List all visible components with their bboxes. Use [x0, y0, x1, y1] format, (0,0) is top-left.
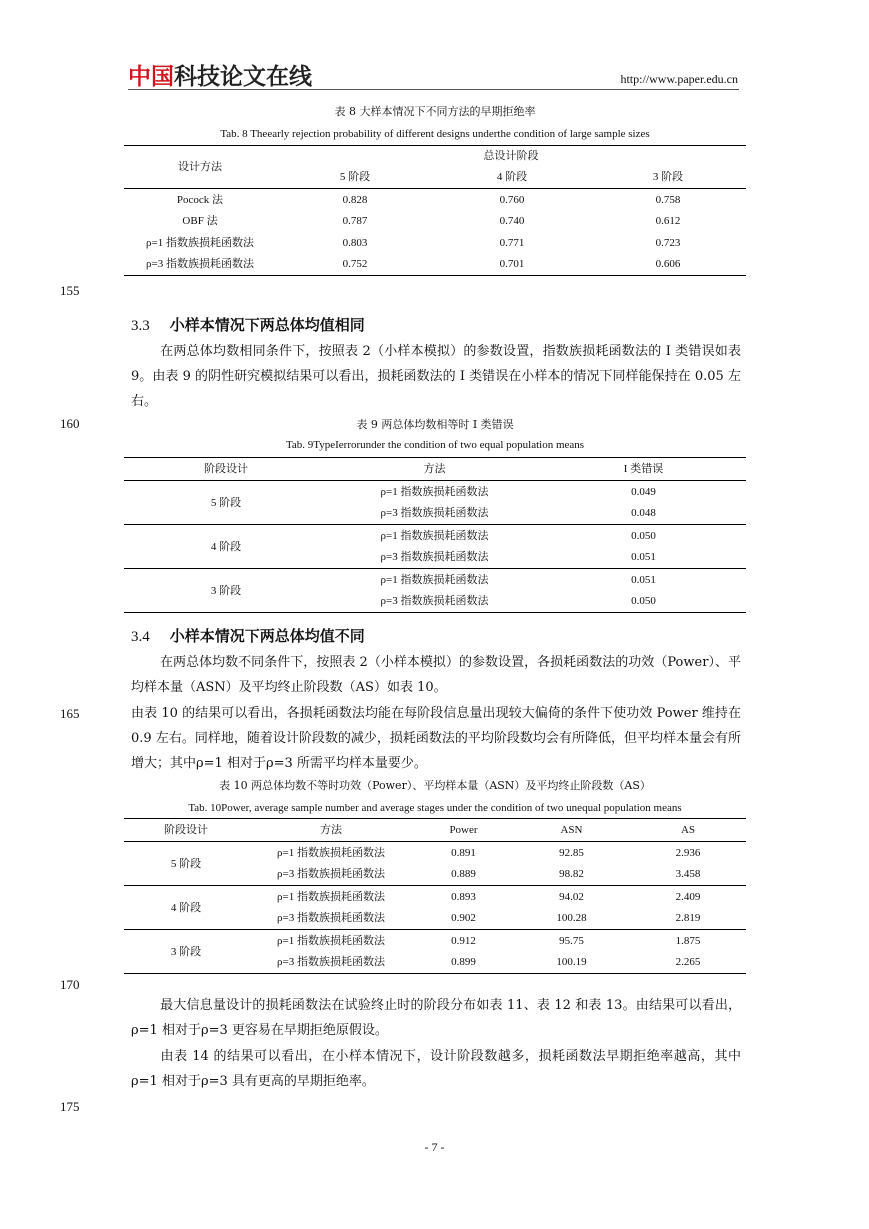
table10 — [124, 818, 746, 974]
table8-header-stage: 3 阶段 — [652, 171, 684, 184]
table10-header: AS — [680, 824, 696, 836]
table8-header-method: 设计方法 — [124, 146, 276, 189]
page-number: - 7 - — [424, 1140, 445, 1154]
value-cell: 0.893 — [451, 890, 476, 903]
paragraph — [131, 1044, 741, 1094]
table-row — [124, 569, 746, 591]
table8 — [124, 145, 746, 276]
table-row — [124, 930, 746, 952]
paragraph-text: 在两总体均数不同条件下，按照表 2（小样本模拟）的参数设置，各损耗函数法的功效（Power）、平均样本量（ASN）及平均终止阶段数（AS）如表 10。 — [131, 655, 741, 695]
method-cell: ρ=1 指数族损耗函数法 — [380, 485, 489, 498]
logo-red-text: 中国 — [128, 64, 174, 90]
table9-caption-cn: 表 9 两总体均数相等时 I 类错误 — [356, 418, 514, 431]
method-cell: ρ=1 指数族损耗函数法 — [277, 934, 385, 947]
value-cell: 0.899 — [451, 956, 476, 969]
value-cell: 2.936 — [675, 846, 701, 859]
table-row — [124, 211, 746, 232]
stage-cell: 3 阶段 — [124, 569, 328, 613]
method-cell: ρ=1 指数族损耗函数法 — [380, 573, 489, 586]
value-cell: 3.458 — [675, 868, 701, 881]
table-row — [124, 525, 746, 547]
value-cell: 0.902 — [451, 912, 476, 925]
stage-cell: 4 阶段 — [124, 886, 248, 930]
value-cell: 100.19 — [556, 956, 587, 969]
table8-caption-en: Tab. 8 Theearly rejection probability of different designs underthe condition of large sample sizes — [220, 128, 650, 140]
section-number: 3.3 — [131, 318, 150, 334]
paragraph — [131, 993, 741, 1043]
stage-cell: 5 阶段 — [124, 481, 328, 525]
line-number: 175 — [60, 1099, 80, 1114]
line-number: 155 — [60, 283, 80, 298]
value-cell: 0.051 — [631, 573, 656, 586]
value-cell: 0.049 — [631, 485, 656, 498]
table9-header: I 类错误 — [623, 463, 664, 475]
method-cell: Pocock 法 — [176, 193, 224, 206]
line-number: 160 — [60, 416, 80, 431]
value-cell: 0.051 — [631, 551, 656, 564]
journal-logo — [128, 64, 312, 90]
value-cell: 98.82 — [559, 868, 584, 881]
method-cell: OBF 法 — [182, 215, 218, 227]
value-cell: 2.409 — [675, 890, 701, 903]
method-cell: ρ=3 指数族损耗函数法 — [277, 956, 385, 969]
section-number: 3.4 — [131, 629, 150, 645]
table10-header: ASN — [560, 824, 583, 836]
value-cell: 92.85 — [559, 846, 584, 859]
value-cell: 1.875 — [675, 934, 701, 947]
paragraph — [131, 339, 741, 414]
table-row — [124, 481, 746, 503]
section-title: 小样本情况下两总体均值不同 — [169, 627, 365, 645]
method-cell: ρ=3 指数族损耗函数法 — [277, 868, 385, 881]
method-cell: ρ=1 指数族损耗函数法 — [146, 236, 254, 249]
stage-cell: 3 阶段 — [124, 930, 248, 974]
method-cell: ρ=3 指数族损耗函数法 — [380, 507, 489, 520]
value-cell: 0.050 — [631, 529, 656, 542]
value-cell: 0.050 — [631, 595, 656, 608]
logo-dark-text: 科技论文在线 — [174, 64, 312, 90]
value-cell: 0.760 — [499, 193, 525, 206]
table-row — [124, 886, 746, 908]
stage-cell: 5 阶段 — [124, 842, 248, 886]
value-cell: 0.912 — [451, 934, 476, 947]
table9-header: 方法 — [423, 463, 446, 475]
section-heading-3-4 — [131, 625, 365, 646]
value-cell: 0.828 — [342, 193, 368, 206]
table-row — [124, 842, 746, 864]
table10-caption-en: Tab. 10Power, average sample number and average stages under the condition of two unequal population means — [188, 802, 682, 814]
paragraph — [131, 650, 741, 700]
value-cell: 0.752 — [342, 258, 368, 271]
value-cell: 0.889 — [451, 868, 476, 881]
paragraph-text: 最大信息量设计的损耗函数法在试验终止时的阶段分布如表 11、表 12 和表 13。由结果可以看出，ρ=1 相对于ρ=3 更容易在早期拒绝原假设。 — [131, 998, 741, 1038]
method-cell: ρ=1 指数族损耗函数法 — [380, 529, 489, 542]
table8-header-group: 总设计阶段 — [483, 150, 539, 163]
method-cell: ρ=1 指数族损耗函数法 — [277, 846, 385, 859]
value-cell: 0.606 — [655, 258, 681, 271]
table9-header: 阶段设计 — [204, 463, 248, 475]
section-title: 小样本情况下两总体均值相同 — [169, 316, 365, 334]
paragraph-text: 由表 14 的结果可以看出，在小样本情况下，设计阶段数越多，损耗函数法早期拒绝率越高，其中ρ=1 相对于ρ=3 具有更高的早期拒绝率。 — [131, 1049, 741, 1089]
value-cell: 0.891 — [451, 846, 476, 859]
value-cell: 0.701 — [499, 258, 525, 271]
value-cell: 2.819 — [675, 912, 701, 925]
paragraph-text: 在两总体均数相同条件下，按照表 2（小样本模拟）的参数设置，指数族损耗函数法的 I 类错误如表 9。由表 9 的阴性研究模拟结果可以看出，损耗函数法的 I 类错误在小样本的情况下同样能保持在 0.05 左右。 — [131, 344, 741, 409]
table8-header-stage: 5 阶段 — [339, 171, 371, 184]
value-cell: 0.612 — [655, 215, 681, 227]
table8-header-stage: 4 阶段 — [496, 171, 528, 184]
line-number: 165 — [60, 706, 80, 721]
value-cell: 2.265 — [675, 956, 701, 969]
table-row — [124, 232, 746, 254]
stage-cell: 4 阶段 — [124, 525, 328, 569]
section-heading-3-3 — [131, 314, 365, 335]
value-cell: 94.02 — [559, 890, 584, 903]
paragraph — [131, 701, 741, 776]
value-cell: 0.758 — [655, 193, 681, 206]
table10-caption-cn: 表 10 两总体均数不等时功效（Power）、平均样本量（ASN）及平均终止阶段数（AS） — [219, 779, 651, 792]
value-cell: 100.28 — [556, 912, 587, 925]
value-cell: 0.723 — [655, 236, 681, 249]
table9-caption-en: Tab. 9TypeIerrorunder the condition of two equal population means — [285, 439, 585, 451]
header-url[interactable]: http://www.paper.edu.cn — [620, 72, 738, 86]
value-cell: 0.048 — [631, 507, 656, 520]
line-number: 170 — [60, 977, 80, 992]
method-cell: ρ=3 指数族损耗函数法 — [380, 551, 489, 564]
value-cell: 0.740 — [499, 215, 525, 227]
table8-caption-cn: 表 8 大样本情况下不同方法的早期拒绝率 — [334, 105, 536, 118]
method-cell: ρ=3 指数族损耗函数法 — [380, 595, 489, 608]
table10-header: 方法 — [320, 824, 342, 836]
value-cell: 0.803 — [342, 236, 368, 249]
table-row — [124, 189, 746, 211]
table10-header: Power — [449, 824, 478, 836]
method-cell: ρ=1 指数族损耗函数法 — [277, 890, 385, 903]
table9 — [124, 457, 746, 613]
method-cell: ρ=3 指数族损耗函数法 — [277, 912, 385, 925]
header-rule — [128, 89, 739, 90]
value-cell: 0.787 — [342, 215, 368, 227]
table-row — [124, 254, 746, 276]
value-cell: 0.771 — [499, 236, 525, 249]
table10-header: 阶段设计 — [164, 824, 208, 836]
value-cell: 95.75 — [559, 934, 584, 947]
paragraph-text: 由表 10 的结果可以看出，各损耗函数法均能在每阶段信息量出现较大偏倚的条件下使功效 Power 维持在 0.9 左右。同样地，随着设计阶段数的减少，损耗函数法的平均阶段数均会有所降低，但平均样本量会有所增大；其中ρ=1 相对于ρ=3 所需平均样本量要少。 — [131, 706, 741, 771]
method-cell: ρ=3 指数族损耗函数法 — [146, 258, 254, 271]
